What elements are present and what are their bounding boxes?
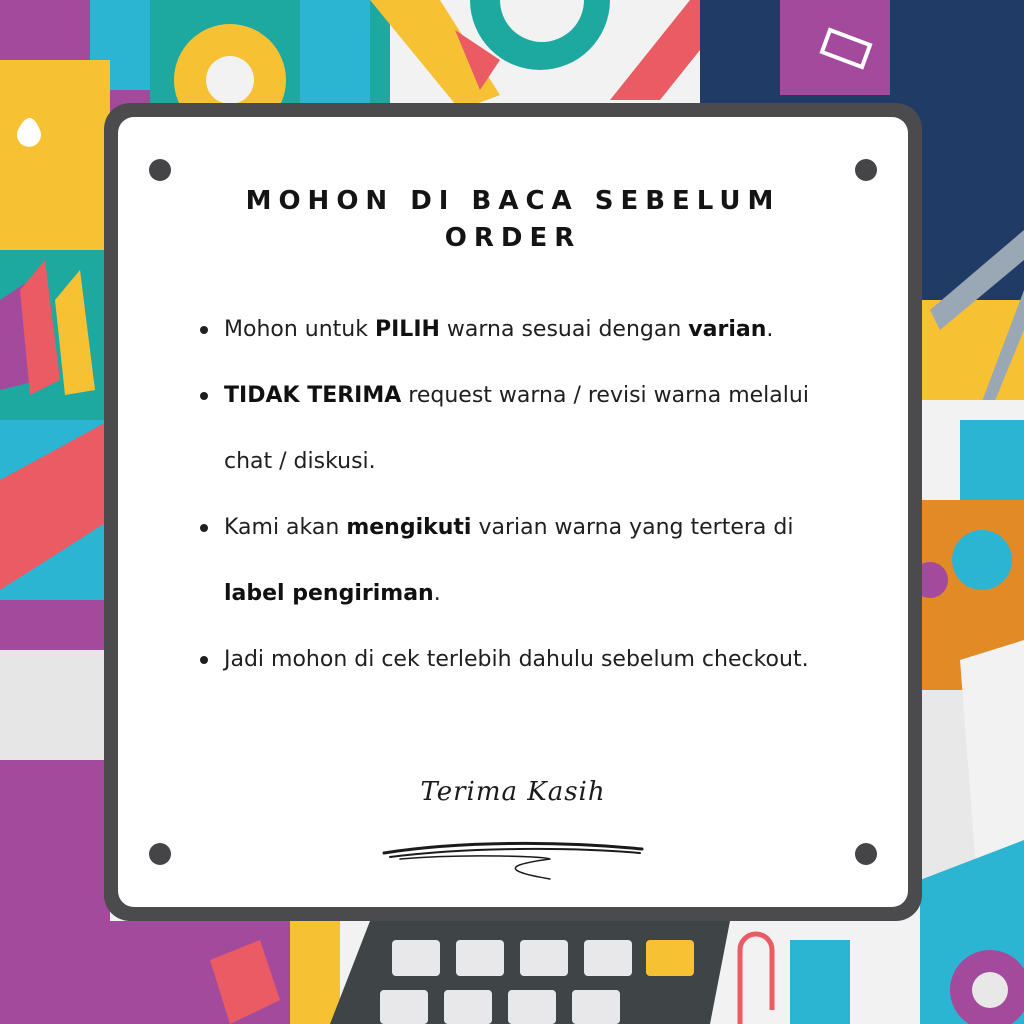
screw-icon bbox=[149, 843, 171, 865]
notice-panel bbox=[118, 117, 908, 907]
list-item: Jadi mohon di cek terlebih dahulu sebelum checkout. bbox=[196, 627, 836, 693]
notice-title bbox=[178, 183, 848, 257]
notice-board bbox=[104, 103, 922, 921]
screw-icon bbox=[855, 843, 877, 865]
rules-list bbox=[196, 297, 836, 693]
title-line-2: ORDER bbox=[444, 223, 582, 253]
list-item: Mohon untuk PILIH warna sesuai dengan varian. bbox=[196, 297, 836, 363]
title-line-1: MOHON DI BACA SEBELUM bbox=[245, 186, 781, 216]
brush-stroke-decoration bbox=[380, 837, 650, 887]
signature-text: Terima Kasih bbox=[420, 777, 606, 807]
glue-bottle-shape bbox=[0, 60, 110, 250]
list-item: TIDAK TERIMA request warna / revisi warna melalui chat / diskusi. bbox=[196, 363, 836, 495]
list-item: Kami akan mengikuti varian warna yang tertera di label pengiriman. bbox=[196, 495, 836, 627]
screw-icon bbox=[855, 159, 877, 181]
sharpener-shape bbox=[790, 940, 850, 1024]
screw-icon bbox=[149, 159, 171, 181]
